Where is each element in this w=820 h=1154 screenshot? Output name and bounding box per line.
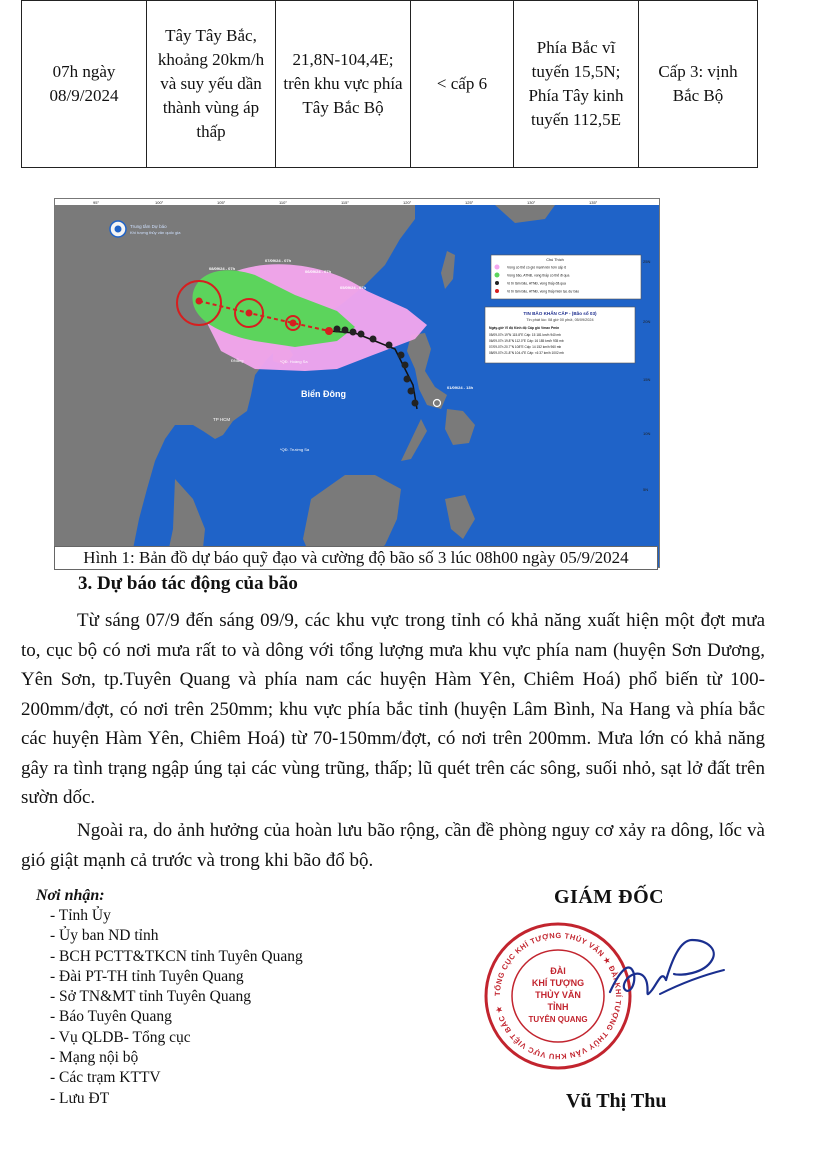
label-hcm: TP HCM <box>213 417 231 422</box>
legend-item: Vị trí tâm bão, ATNĐ, vùng thấp đã qua <box>507 281 566 286</box>
recipients-list <box>50 906 303 1109</box>
seal-ring-text: TỔNG CỤC KHÍ TƯỢNG THỦY VĂN ★ ĐÀI KHÍ TƯỢNG THỦY VĂN KHU VỰC VIỆT BẮC ★ <box>492 930 624 1062</box>
track-label: 05/09/24 - 07h <box>340 285 367 290</box>
track-point <box>196 298 203 305</box>
label-truong-sa: *QĐ. Trường Sa <box>280 447 310 452</box>
lon-tick: 95° <box>93 200 100 205</box>
body-paragraph: Từ sáng 07/9 đến sáng 09/9, các khu vực trong tỉnh có khả năng xuất hiện một đợt mưa to, cục bộ có nơi mưa rất to và dông với tổng lượng mưa khu vực phía nam (huyện Sơn Dương, Yên Sơn, tp.Tuyên Quang và phía nam các huyện Hàm Yên, Chiêm Hoá) phổ biến từ 100-200mm/đợt, có nơi trên 250mm; khu vực phía bắc tỉnh (huyện Lâm Bình, Na Hang và phía bắc các huyện Hàm Yên, Chiêm Hoá) từ 70-150mm/đợt, có nơi trên 200mm. Mưa lớn có khả năng gây ra tình trạng ngập úng tại các vùng trũng, thấp; lũ quét trên các sông, suối nhỏ, sạt lở đất trên sườn dốc. <box>21 610 765 808</box>
recipient-item: - Mạng nội bộ <box>50 1049 139 1067</box>
bulletin-subtitle: Tin phát lúc: 08 giờ 00 phút, 05/09/2024 <box>526 318 594 322</box>
seal-center-line: KHÍ TƯỢNG <box>531 978 585 988</box>
table-row <box>22 1 758 168</box>
track-label: 08/09/24 - 07h <box>209 266 236 271</box>
section-heading: 3. Dự báo tác động của bão <box>78 573 298 594</box>
lat-tick: 25N <box>643 259 651 264</box>
recipients-title: Nơi nhận: <box>36 887 105 904</box>
seal-center-line: ĐÀI <box>550 966 566 976</box>
recipient-item: - Báo Tuyên Quang <box>50 1008 172 1026</box>
legend-item: Vùng bão, ATNĐ, vùng thấp có thể đi qua <box>507 273 570 278</box>
seal-center-line: THỦY VĂN <box>535 990 581 1000</box>
label-hoang-sa: *QĐ. Hoàng Sa <box>280 359 308 364</box>
cell-intensity: < cấp 6 <box>411 1 514 168</box>
track-point <box>246 310 253 317</box>
track-label: 01/09/24 - 13h <box>447 385 474 390</box>
lon-tick: 135° <box>589 200 598 205</box>
recipient-item: - Tỉnh Ủy <box>50 907 111 924</box>
lat-tick: 10N <box>643 431 651 436</box>
lon-tick: 110° <box>279 200 287 205</box>
cell-danger-zone: Phía Bắc vĩ tuyến 15,5N; Phía Tây kinh tuyến 112,5E <box>514 1 639 168</box>
body-paragraph: Ngoài ra, do ảnh hưởng của hoàn lưu bão rộng, cần đề phòng nguy cơ xảy ra dông, lốc và gió giật mạnh cả trước và trong khi bão đổ bộ. <box>21 820 765 871</box>
bulletin-box <box>485 307 635 363</box>
bulletin-title: TIN BÃO KHẨN CẤP - (Bão số 03) <box>523 311 597 316</box>
recipient-item: - Các trạm KTTV <box>50 1069 161 1087</box>
agency-subname: Khí tượng thủy văn quốc gia <box>130 230 181 235</box>
track-point <box>290 320 297 327</box>
legend-box <box>491 255 641 299</box>
lon-tick: 125° <box>465 200 474 205</box>
bulletin-row: 08/09-07h 21.8°N 104.4°E Cấp: <6 37 km/h 1002 mb <box>489 351 564 355</box>
label-bien-dong: Biển Đông <box>301 389 346 399</box>
cell-time: 07h ngày 08/9/2024 <box>22 1 147 168</box>
figure-caption: Hình 1: Bản đồ dự báo quỹ đạo và cường độ bão số 3 lúc 08h00 ngày 05/9/2024 <box>54 546 658 570</box>
lon-tick: 115° <box>341 200 349 205</box>
track-label: 07/09/24 - 07h <box>265 258 292 263</box>
lon-tick: 130° <box>527 200 536 205</box>
cell-position: 21,8N-104,4E; trên khu vực phía Tây Bắc Bộ <box>276 1 411 168</box>
cell-risk-level: Cấp 3: vịnh Bắc Bộ <box>639 1 758 168</box>
recipient-item: - Đài PT-TH tỉnh Tuyên Quang <box>50 967 244 985</box>
legend-item: Vị trí tâm bão, ATNĐ, vùng thấp hiện tại, dự báo <box>507 289 580 294</box>
label-da-nang: ĐNẵng <box>231 358 244 363</box>
lat-tick: 5N <box>643 487 649 492</box>
lat-tick: 20N <box>643 319 651 324</box>
seal-center-line: TUYÊN QUANG <box>528 1015 588 1024</box>
cell-direction: Tây Tây Bắc, khoảng 20km/h và suy yếu dần thành vùng áp thấp <box>147 1 276 168</box>
lat-tick: 15N <box>643 377 651 382</box>
agency-name: Trung tâm Dự báo <box>130 224 167 229</box>
recipient-item: - Sở TN&MT tỉnh Tuyên Quang <box>50 988 251 1006</box>
recipient-item: - Ủy ban ND tỉnh <box>50 927 159 945</box>
legend-item: Vùng có thể có gió mạnh lên hơn cấp 6 <box>507 265 567 270</box>
forecast-table <box>21 0 758 168</box>
bulletin-row: 06/09-07h 19.8°N 112.0°E Cấp: 16 185 km/h 935 mb <box>489 339 564 343</box>
bulletin-row: 05/09-07h 19°N 115.8°E Cấp: 15 181 km/h 940 mb <box>489 333 561 337</box>
handwritten-signature <box>600 930 730 1025</box>
storm-track-map <box>54 198 660 568</box>
track-label: 06/09/24 - 07h <box>305 269 332 274</box>
track-point-current <box>325 327 333 335</box>
recipient-item: - Vụ QLDB- Tổng cục <box>50 1028 191 1046</box>
bulletin-row: 07/09-07h 20.7°N 108°E Cấp: 14 152 km/h 960 mb <box>489 345 562 349</box>
seal-center-line: TỈNH <box>547 1002 569 1012</box>
recipient-item: - BCH PCTT&TKCN tỉnh Tuyên Quang <box>50 947 303 965</box>
lon-tick: 100° <box>155 200 164 205</box>
director-title: GIÁM ĐỐC <box>554 886 665 908</box>
legend-title: Chú Thích <box>546 258 564 262</box>
recipient-item: - Lưu ĐT <box>50 1089 110 1107</box>
lon-tick: 105° <box>217 200 226 205</box>
bulletin-header: Ngày-giờ Vĩ độ Kinh độ Cấp gió Vmax Pmin <box>489 326 560 330</box>
signer-name: Vũ Thị Thu <box>566 1090 667 1112</box>
lon-tick: 120° <box>403 200 412 205</box>
